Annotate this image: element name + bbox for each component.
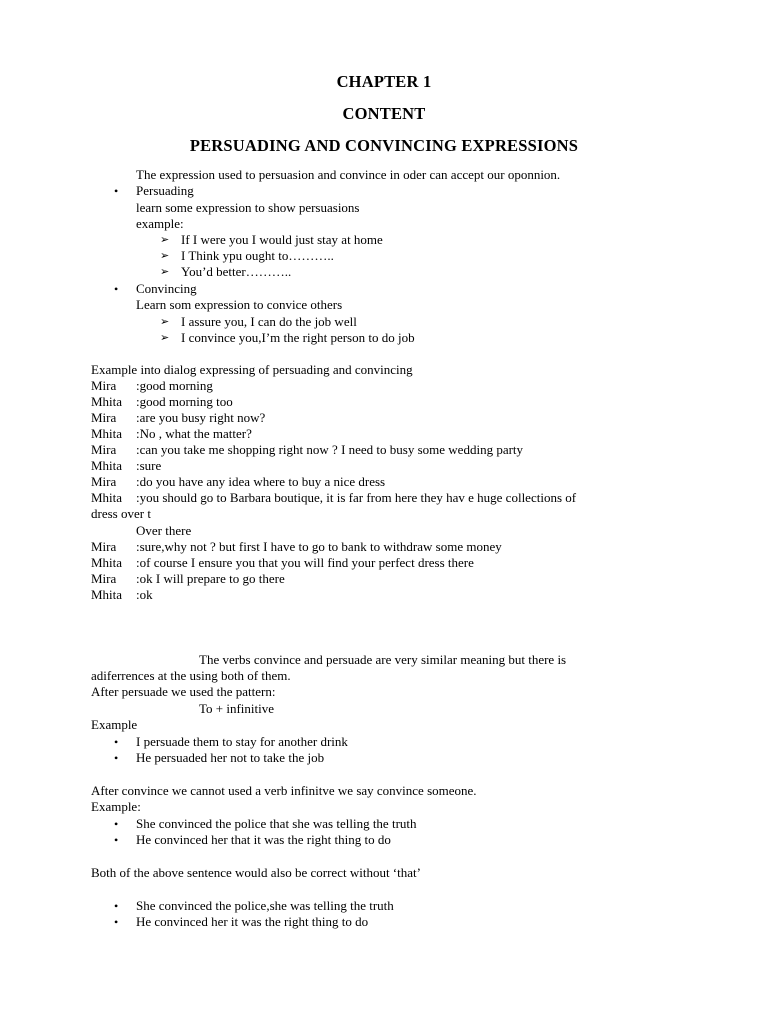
arrow-bullet-icon: ➢ (160, 266, 170, 278)
bullet-icon: • (114, 184, 119, 198)
dialog-text: :good morning (136, 378, 213, 393)
bullet-icon: • (114, 915, 119, 929)
dialog-line (91, 587, 153, 603)
explain-paragraph: The verbs convince and persuade are very similar meaning but there is (199, 652, 567, 667)
arrow-bullet-icon: ➢ (160, 234, 170, 246)
dialog-text: :ok I will prepare to go there (136, 571, 285, 586)
dialog-intro: Example into dialog expressing of persuading and convincing (91, 362, 413, 377)
intro-text: The expression used to persuasion and convince in oder can accept our oponnion. (136, 167, 561, 182)
dialog-wrap: dress over t (91, 506, 151, 521)
convincing-desc: Learn som expression to convice others (136, 297, 343, 312)
content-heading: CONTENT (342, 104, 426, 123)
dialog-text: :good morning too (136, 394, 233, 409)
dialog-speaker: Mira (91, 410, 117, 425)
title-heading: PERSUADING AND CONVINCING EXPRESSIONS (189, 136, 579, 155)
persuading-label: Persuading (136, 183, 194, 198)
persuading-desc: learn some expression to show persuasions (136, 200, 360, 215)
dialog-text: :do you have any idea where to buy a nice dress (136, 474, 386, 489)
dialog-speaker: Mira (91, 378, 117, 393)
dialog-speaker: Mira (91, 442, 117, 457)
bullet-icon: • (114, 817, 119, 831)
bullet-icon: • (114, 282, 119, 296)
dialog-line (91, 458, 161, 474)
dialog-speaker: Mhita (91, 555, 123, 570)
persuade-example: He persuaded her not to take the job (136, 750, 325, 765)
after-convince-text: After convince we cannot used a verb infinitve we say convince someone. (91, 783, 477, 798)
dialog-speaker: Mira (91, 539, 117, 554)
persuading-item: I Think ypu ought to……….. (181, 248, 334, 263)
convincing-label: Convincing (136, 281, 197, 296)
bullet-icon: • (114, 751, 119, 765)
arrow-bullet-icon: ➢ (160, 316, 170, 328)
dialog-speaker: Mhita (91, 394, 123, 409)
arrow-bullet-icon: ➢ (160, 332, 170, 344)
dialog-line (91, 378, 213, 394)
both-note: Both of the above sentence would also be correct without ‘that’ (91, 865, 421, 880)
persuading-item: You’d better……….. (181, 264, 292, 279)
dialog-line (91, 555, 474, 571)
dialog-text: :are you busy right now? (136, 410, 266, 425)
convincing-item: I assure you, I can do the job well (181, 314, 357, 329)
dialog-line (91, 410, 265, 426)
after-persuade-text: After persuade we used the pattern: (91, 684, 276, 699)
dialog-speaker: Mhita (91, 490, 123, 505)
dialog-line (91, 490, 576, 506)
persuading-example-label: example: (136, 216, 184, 231)
chapter-heading: CHAPTER 1 (336, 72, 432, 91)
convincing-item: I convince you,I’m the right person to do job (181, 330, 415, 345)
without-that-example: He convinced her it was the right thing to do (136, 914, 369, 929)
dialog-line (91, 442, 523, 458)
without-that-example: She convinced the police,she was telling the truth (136, 898, 394, 913)
dialog-text: :you should go to Barbara boutique, it is far from here they hav e huge collections of (136, 490, 577, 505)
dialog-wrap: Over there (136, 523, 192, 538)
dialog-line (91, 474, 385, 490)
dialog-text: :sure,why not ? but first I have to go to bank to withdraw some money (136, 539, 502, 554)
bullet-icon: • (114, 833, 119, 847)
persuading-item: If I were you I would just stay at home (181, 232, 383, 247)
arrow-bullet-icon: ➢ (160, 250, 170, 262)
dialog-line (91, 539, 502, 555)
dialog-line (91, 426, 252, 442)
persuade-example: I persuade them to stay for another drink (136, 734, 348, 749)
bullet-icon: • (114, 735, 119, 749)
convince-example: He convinced her that it was the right thing to do (136, 832, 391, 847)
explain-paragraph: adiferrences at the using both of them. (91, 668, 291, 683)
dialog-text: :ok (136, 587, 153, 602)
dialog-text: :can you take me shopping right now ? I need to busy some wedding party (136, 442, 524, 457)
dialog-line (91, 571, 285, 587)
dialog-text: :No , what the matter? (136, 426, 252, 441)
example-label: Example: (91, 799, 141, 814)
dialog-speaker: Mhita (91, 587, 123, 602)
dialog-speaker: Mira (91, 474, 117, 489)
dialog-line (91, 394, 233, 410)
dialog-text: :of course I ensure you that you will find your perfect dress there (136, 555, 474, 570)
example-label: Example (91, 717, 138, 732)
dialog-speaker: Mhita (91, 458, 123, 473)
dialog-text: :sure (136, 458, 162, 473)
bullet-icon: • (114, 899, 119, 913)
convince-example: She convinced the police that she was telling the truth (136, 816, 417, 831)
dialog-speaker: Mhita (91, 426, 123, 441)
dialog-speaker: Mira (91, 571, 117, 586)
pattern-text: To + infinitive (199, 701, 275, 716)
